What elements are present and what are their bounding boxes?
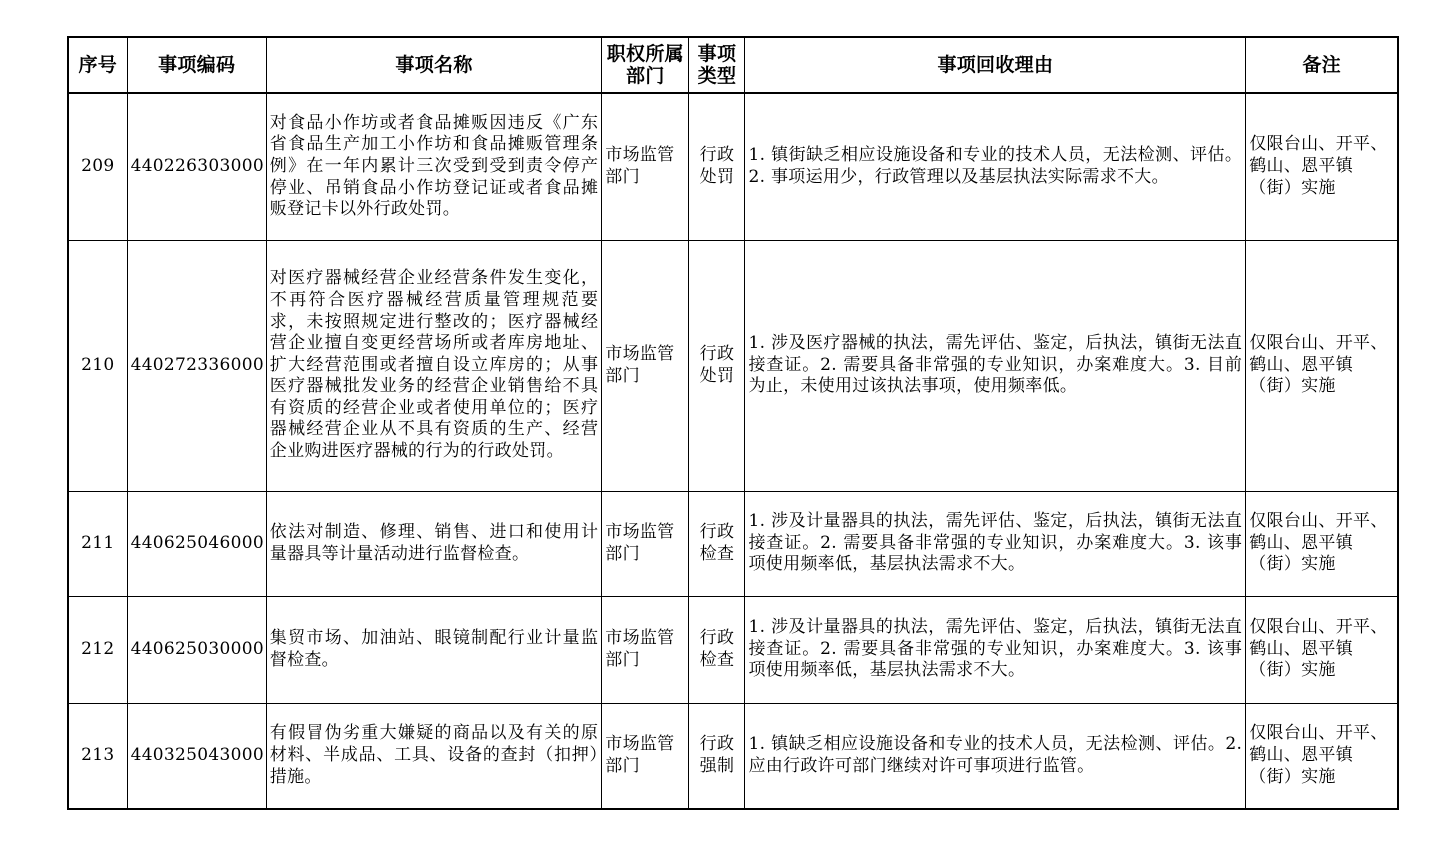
cell-code: 440325043000 (127, 703, 266, 809)
header-note: 备注 (1246, 37, 1398, 93)
cell-dept: 市场监管部门 (602, 491, 689, 596)
table-row (68, 491, 1398, 596)
cell-name: 集贸市场、加油站、眼镜制配行业计量监督检查。 (266, 596, 602, 703)
cell-type: 行政检查 (689, 491, 745, 596)
table-row (68, 703, 1398, 809)
cell-seq: 211 (68, 491, 127, 596)
cell-name: 有假冒伪劣重大嫌疑的商品以及有关的原材料、半成品、工具、设备的查封（扣押）措施。 (266, 703, 602, 809)
cell-code: 440625030000 (127, 596, 266, 703)
cell-seq: 213 (68, 703, 127, 809)
cell-reason: 1. 镇街缺乏相应设施设备和专业的技术人员，无法检测、评估。2. 事项运用少，行政管理以及基层执法实际需求不大。 (745, 93, 1246, 240)
header-reason: 事项回收理由 (745, 37, 1246, 93)
table-row (68, 240, 1398, 491)
cell-dept: 市场监管部门 (602, 596, 689, 703)
table-row (68, 596, 1398, 703)
cell-name: 依法对制造、修理、销售、进口和使用计量器具等计量活动进行监督检查。 (266, 491, 602, 596)
cell-name: 对医疗器械经营企业经营条件发生变化，不再符合医疗器械经营质量管理规范要求，未按照规定进行整改的；医疗器械经营企业擅自变更经营场所或者库房地址、扩大经营范围或者擅自设立库房的；从事医疗器械批发业务的经营企业销售给不具有资质的经营企业或者使用单位的；医疗器械经营企业从不具有资质的生产、经营企业购进医疗器械的行为的行政处罚。 (266, 240, 602, 491)
cell-seq: 212 (68, 596, 127, 703)
header-dept: 职权所属部门 (602, 37, 689, 93)
cell-code: 440625046000 (127, 491, 266, 596)
cell-type: 行政检查 (689, 596, 745, 703)
header-code: 事项编码 (127, 37, 266, 93)
cell-type: 行政处罚 (689, 240, 745, 491)
cell-type: 行政强制 (689, 703, 745, 809)
table-header-row (68, 37, 1398, 93)
recall-items-table (67, 36, 1399, 810)
cell-seq: 209 (68, 93, 127, 240)
cell-code: 440226303000 (127, 93, 266, 240)
cell-reason: 1. 涉及医疗器械的执法，需先评估、鉴定，后执法，镇街无法直接查证。2. 需要具备非常强的专业知识，办案难度大。3. 目前为止，未使用过该执法事项，使用频率低。 (745, 240, 1246, 491)
header-name: 事项名称 (266, 37, 602, 93)
cell-reason: 1. 涉及计量器具的执法，需先评估、鉴定，后执法，镇街无法直接查证。2. 需要具备非常强的专业知识，办案难度大。3. 该事项使用频率低，基层执法需求不大。 (745, 491, 1246, 596)
cell-seq: 210 (68, 240, 127, 491)
cell-note: 仅限台山、开平、鹤山、恩平镇（街）实施 (1246, 703, 1398, 809)
cell-name: 对食品小作坊或者食品摊贩因违反《广东省食品生产加工小作坊和食品摊贩管理条例》在一年内累计三次受到受到责令停产停业、吊销食品小作坊登记证或者食品摊贩登记卡以外行政处罚。 (266, 93, 602, 240)
cell-note: 仅限台山、开平、鹤山、恩平镇（街）实施 (1246, 596, 1398, 703)
header-type: 事项类型 (689, 37, 745, 93)
cell-note: 仅限台山、开平、鹤山、恩平镇（街）实施 (1246, 240, 1398, 491)
cell-dept: 市场监管部门 (602, 240, 689, 491)
cell-note: 仅限台山、开平、鹤山、恩平镇（街）实施 (1246, 93, 1398, 240)
table-row (68, 93, 1398, 240)
header-seq: 序号 (68, 37, 127, 93)
cell-reason: 1. 镇缺乏相应设施设备和专业的技术人员，无法检测、评估。2. 应由行政许可部门继续对许可事项进行监管。 (745, 703, 1246, 809)
cell-type: 行政处罚 (689, 93, 745, 240)
cell-code: 440272336000 (127, 240, 266, 491)
cell-dept: 市场监管部门 (602, 703, 689, 809)
cell-reason: 1. 涉及计量器具的执法，需先评估、鉴定，后执法，镇街无法直接查证。2. 需要具备非常强的专业知识，办案难度大。3. 该事项使用频率低，基层执法需求不大。 (745, 596, 1246, 703)
cell-dept: 市场监管部门 (602, 93, 689, 240)
cell-note: 仅限台山、开平、鹤山、恩平镇（街）实施 (1246, 491, 1398, 596)
